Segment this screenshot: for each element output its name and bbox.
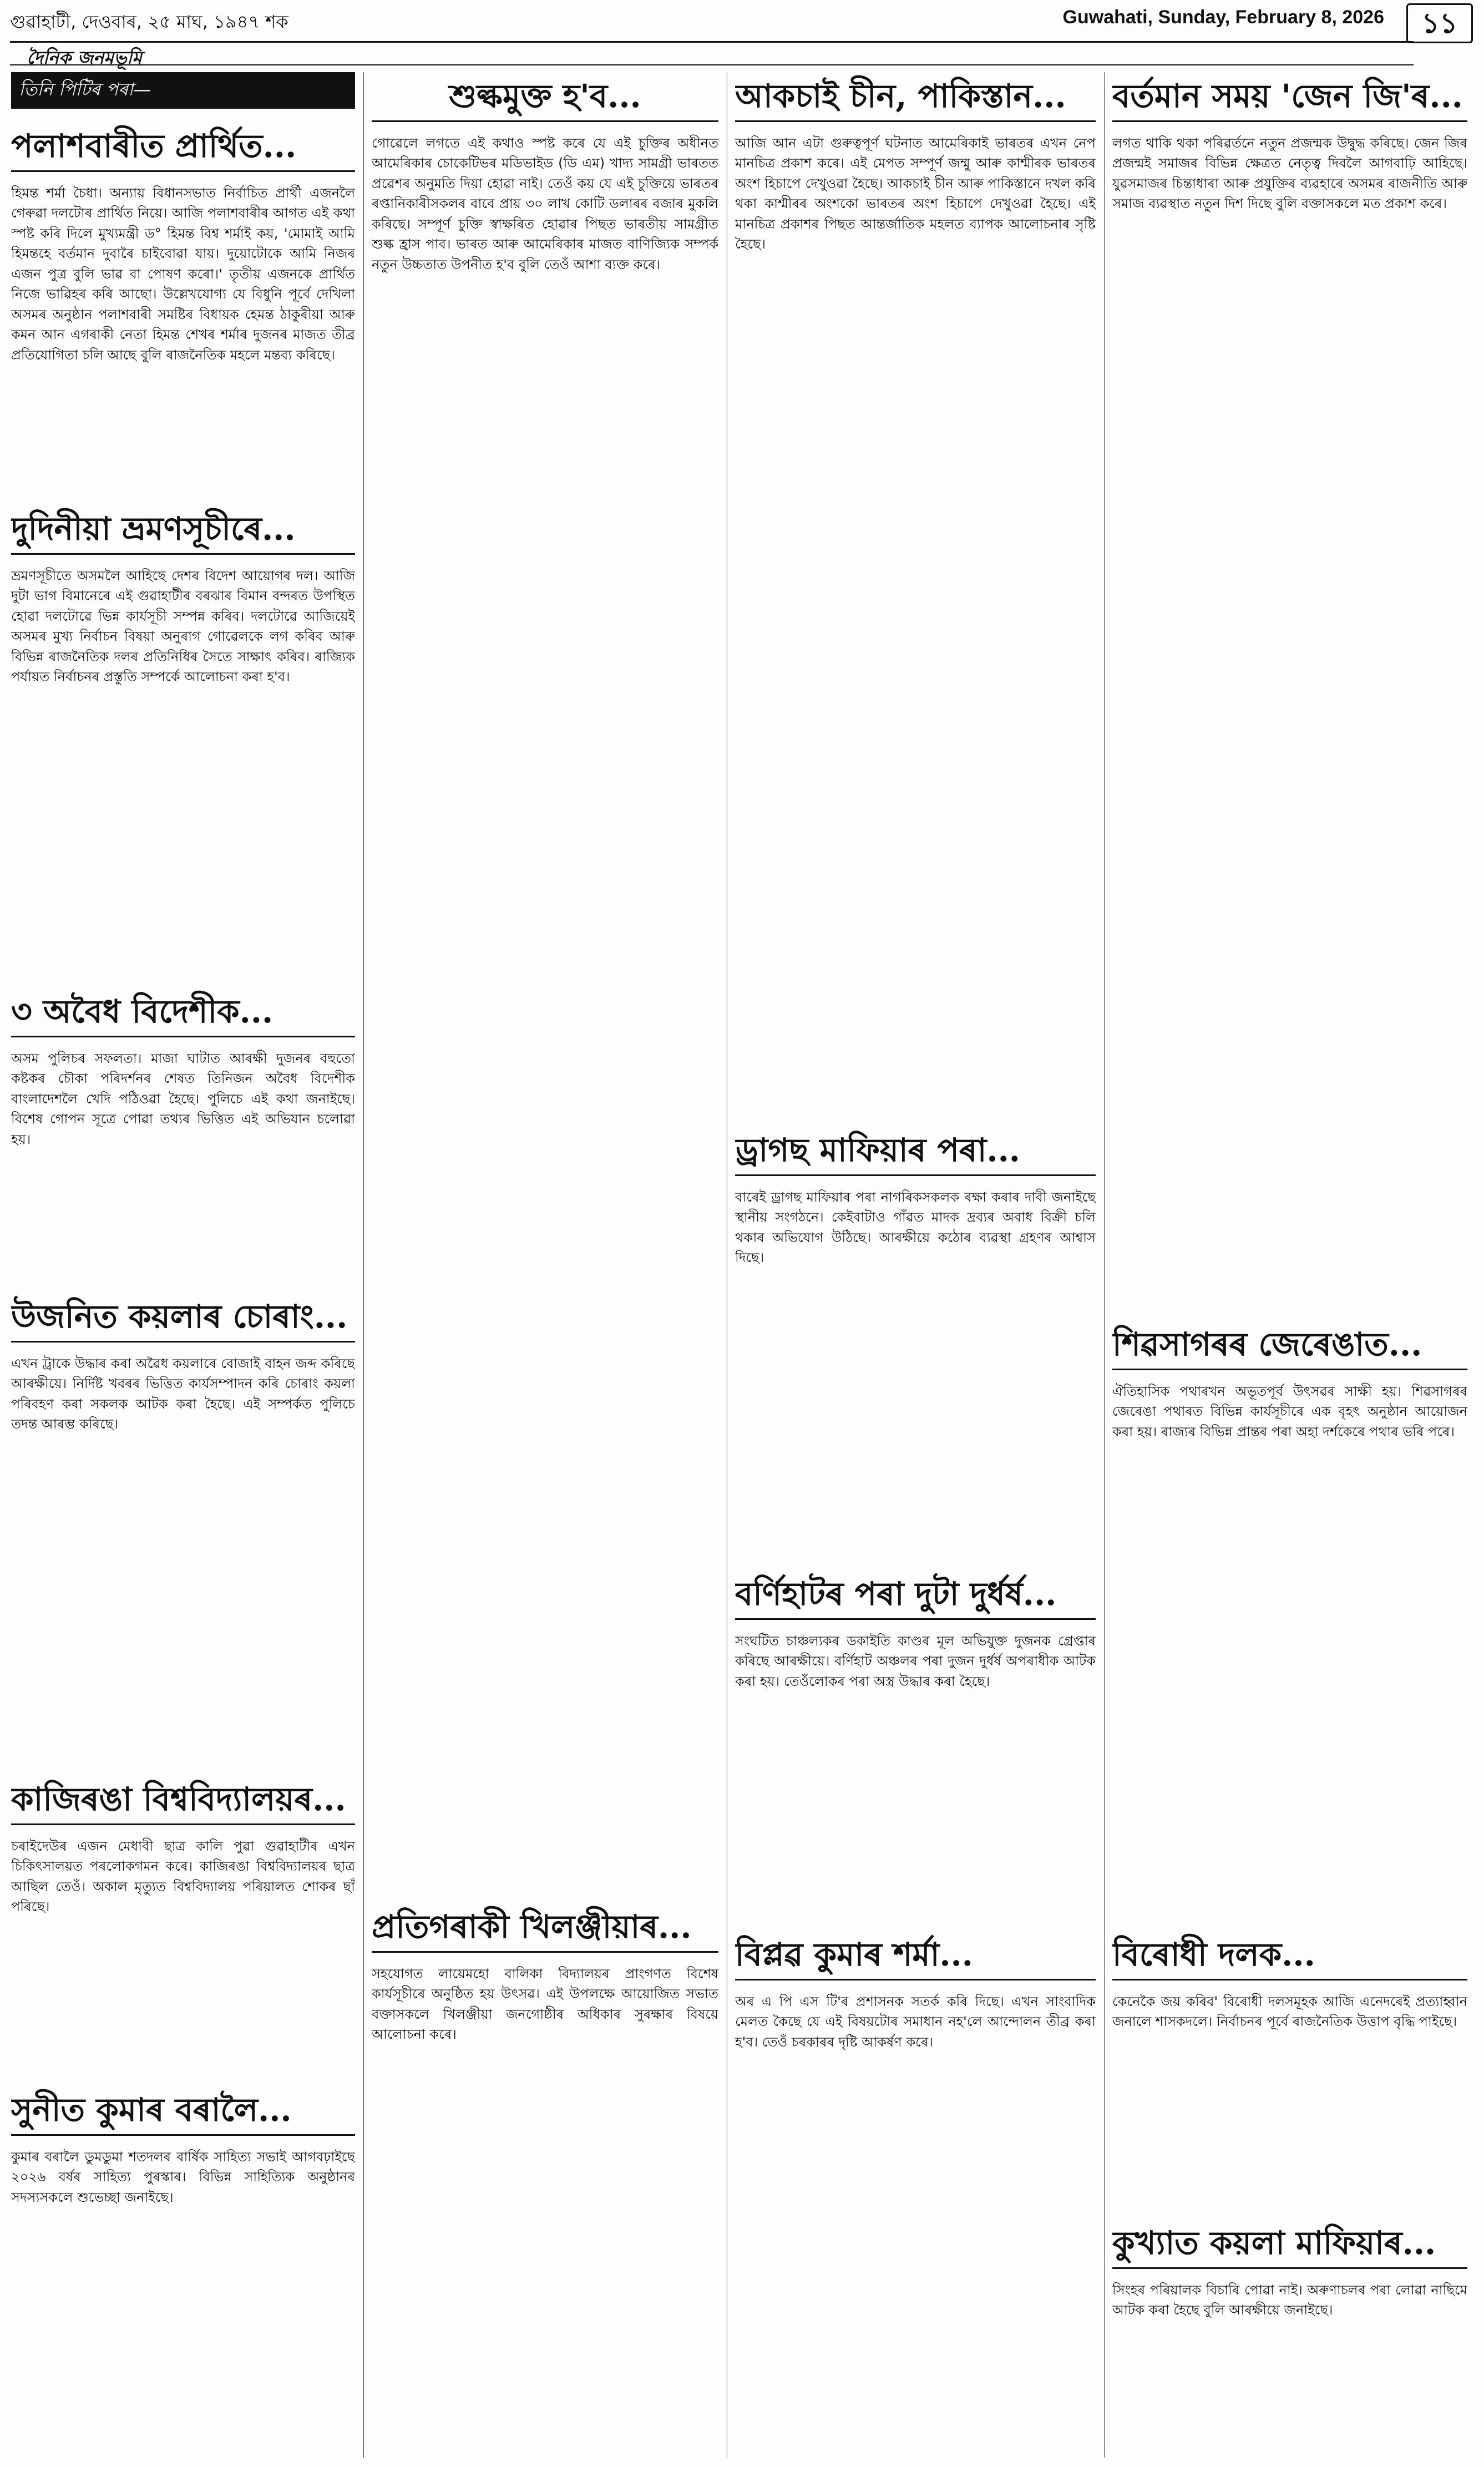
- headline: বিপ্লৱ কুমাৰ শৰ্মা...: [735, 1936, 1096, 1980]
- column-divider: [1104, 72, 1105, 2458]
- story-biplab-kumar-sharma: [735, 1931, 1096, 2458]
- column-2: [372, 72, 718, 2458]
- headline: শিৱসাগৰৰ জেৰেঙাত...: [1112, 1326, 1467, 1370]
- story-indigenous: [372, 1903, 718, 2458]
- headline: কাজিৰঙা বিশ্ববিদ্যালয়ৰ...: [11, 1781, 355, 1825]
- paper-name: দৈনিক জনমভূমি: [27, 47, 142, 68]
- story-body: এখন ট্ৰাকে উদ্ধাৰ কৰা অৱৈধ কয়লাৰে বোজাই বাহন জব্দ কৰিছে আৰক্ষীয়ে। নিৰ্দিষ্ট খবৰৰ ভিত্তিত কাৰ্যসম্পাদন কৰি চোৰাং কয়লা পৰিবহণ কৰা সকলক আটক কৰা হৈছে। এই সম্পৰ্কত পুলিচে তদন্ত আৰম্ভ কৰিছে।: [11, 1355, 355, 1432]
- dateline-english: Guwahati, Sunday, February 8, 2026: [1062, 7, 1384, 28]
- headline: কুখ্যাত কয়লা মাফিয়াৰ...: [1112, 2225, 1467, 2269]
- page-header: [0, 0, 1484, 67]
- story-body: চৰাইদেউৰ এজন মেধাবী ছাত্ৰ কালি পুৱা গুৱাহাটীৰ এখন চিকিৎসালয়ত পৰলোকগমন কৰে। কাজিৰঙা বিশ্ববিদ্যালয়ৰ ছাত্ৰ আছিল তেওঁ। অকাল মৃত্যুত বিশ্ববিদ্যালয় পৰিয়ালত শোকৰ ছাঁ পৰিছে।: [11, 1838, 355, 1915]
- story-body: সংঘটিত চাঞ্চল্যকৰ ডকাইতি কাণ্ডৰ মূল অভিযুক্ত দুজনক গ্ৰেপ্তাৰ কৰিছে আৰক্ষীয়ে। বৰ্ণিহাট অঞ্চলৰ পৰা দুজন দুৰ্ধৰ্ষ অপৰাধীক আটক কৰা হয়। তেওঁলোকৰ পৰা অস্ত্ৰ উদ্ধাৰ কৰা হৈছে।: [735, 1633, 1096, 1689]
- story-coal-mafia: [1112, 2219, 1467, 2458]
- story-kaziranga-university: [11, 1775, 355, 2086]
- story-body: সহযোগত লায়েমহো বালিকা বিদ্যালয়ৰ প্ৰাংগণত বিশেষ কাৰ্যসূচীৰে অনুষ্ঠিত হয় উৎসৱ। এই উপলক্ষে আয়োজিত সভাত বক্তাসকলে খিলঞ্জীয়া জনগোষ্ঠীৰ অধিকাৰ সুৰক্ষাৰ বিষয়ে আলোচনা কৰে।: [372, 1966, 718, 2043]
- story-opposition: [1112, 1931, 1467, 2219]
- story-aksai-chin: [735, 72, 1096, 1126]
- column-1: [11, 72, 355, 2458]
- headline: বৰ্ণিহাটৰ পৰা দুটা দুৰ্ধৰ্ষ...: [735, 1576, 1096, 1620]
- dateline-assamese: গুৱাহাটী, দেওবাৰ, ২৫ মাঘ, ১৯৪৭ শক: [10, 11, 288, 32]
- story-duty-free: [372, 72, 718, 1903]
- story-illegal-foreigners: [11, 987, 355, 1293]
- story-body: কুমাৰ বৰালৈ ডুমডুমা শতদলৰ বাৰ্ষিক সাহিত্য সভাই আগবঢ়াইছে ২০২৬ বৰ্ষৰ সাহিত্য পুৰস্কাৰ। বিভিন্ন সাহিত্যিক অনুষ্ঠানৰ সদস্যসকলে শুভেচ্ছা জনাইছে।: [11, 2149, 355, 2205]
- masthead-bar: [10, 41, 1414, 68]
- story-gen-z: [1112, 72, 1467, 1320]
- story-body: আজি আন এটা গুৰুত্বপূৰ্ণ ঘটনাত আমেৰিকাই ভাৰতৰ এখন নেপ মানচিত্ৰ প্ৰকাশ কৰে। এই মেপত সম্পূৰ্ণ জম্মু আৰু কাশ্মীৰক ভাৰতৰ অংশ হিচাপে দেখুওৱা হৈছে। আকচাই চীন আৰু পাকিস্তানে দখল কৰি থকা কাশ্মীৰৰ অংশকো ভাৰতৰ অংশ হিচাপে দেখুওৱা হৈছে। এই মানচিত্ৰ প্ৰকাশৰ পিছত আন্তৰ্জাতিক মহলত ব্যাপক আলোচনাৰ সৃষ্টি হৈছে।: [735, 135, 1096, 252]
- headline: আকচাই চীন, পাকিস্তান...: [735, 78, 1096, 122]
- headline: ড্ৰাগছ মাফিয়াৰ পৰা...: [735, 1132, 1096, 1176]
- headline: ৩ অবৈধ বিদেশীক...: [11, 993, 355, 1037]
- headline: বৰ্তমান সময় 'জেন জি'ৰ...: [1112, 78, 1467, 122]
- story-coal-smuggling: [11, 1293, 355, 1775]
- story-body: কেনেকৈ জয় কৰিব' বিৰোধী দলসমূহক আজি এনেদৰেই প্ৰত্যাহ্বান জনালে শাসকদলে। নিৰ্বাচনৰ পূৰ্বে ৰাজনৈতিক উত্তাপ বৃদ্ধি পাইছে।: [1112, 1993, 1467, 2030]
- story-body: গোৱেলে লগতে এই কথাও স্পষ্ট কৰে যে এই চুক্তিৰ অধীনত আমেৰিকাৰ চোকেটিভৰ মডিভাইড (ডি এম) খাদ্য সামগ্ৰী ভাৰতত প্ৰৱেশৰ অনুমতি দিয়া হোৱা নাই। তেওঁ কয় যে এই চুক্তিয়ে ভাৰতৰ ৰপ্তানিকাৰীসকলৰ বাবে প্ৰায় ৩০ লাখ কোটি ডলাৰৰ বজাৰ মুকলি কৰিছে। সম্পূৰ্ণ চুক্তি স্বাক্ষৰিত হোৱাৰ পিছত ভাৰতীয় সামগ্ৰীত শুল্ক হ্ৰাস পাব। ভাৰত আৰু আমেৰিকাৰ মাজত বাণিজ্যিক সম্পৰ্ক নতুন উচ্চতাত উপনীত হ'ব বুলি তেওঁ আশা ব্যক্ত কৰে।: [372, 135, 718, 272]
- headline: প্ৰতিগৰাকী খিলঞ্জীয়াৰ...: [372, 1908, 718, 1953]
- headline: দুদিনীয়া ভ্ৰমণসূচীৰে...: [11, 510, 355, 555]
- story-body: বাৰেই ড্ৰাগছ মাফিয়াৰ পৰা নাগৰিকসকলক ৰক্ষা কৰাৰ দাবী জনাইছে স্থানীয় সংগঠনে। কেইবাটাও গাঁৱত মাদক দ্ৰব্যৰ অবাধ বিক্ৰী চলি থকাৰ অভিযোগ উঠিছে। আৰক্ষীয়ে কঠোৰ ব্যৱস্থা গ্ৰহণৰ আশ্বাস দিছে।: [735, 1189, 1096, 1266]
- story-body: অসম পুলিচৰ সফলতা। মাজা ঘাটাত আৰক্ষী দুজনৰ বহুতো কষ্টকৰ চৌকা পৰিদৰ্শনৰ শেষত তিনিজন অবৈধ বিদেশীক বাংলাদেশলৈ খেদি পঠিওৱা হৈছে। পুলিচে এই কথা জনাইছে। বিশেষ গোপন সূত্ৰে পোৱা তথ্যৰ ভিত্তিত এই অভিযান চলোৱা হয়।: [11, 1050, 355, 1147]
- headline: উজনিত কয়লাৰ চোৰাং...: [11, 1298, 355, 1343]
- headline: বিৰোধী দলক...: [1112, 1936, 1467, 1980]
- story-body: ভ্ৰমণসূচীতে অসমলৈ আহিছে দেশৰ বিদেশ আয়োগৰ দল। আজি দুটা ভাগ বিমানেৰে এই গুৱাহাটীৰ বৰঝাৰ বিমান বন্দৰত উপস্থিত হোৱা দলটোৱে ভিন্ন কাৰ্যসূচী সম্পন্ন কৰিব। দলটোৱে আজিয়েই অসমৰ মুখ্য নিৰ্বাচন বিষয়া অনুৰাগ গোৱেলকে লগ কৰিব আৰু বিভিন্ন ৰাজনৈতিক দলৰ প্ৰতিনিধিৰ সৈতে সাক্ষাৎ কৰিব। ৰাজ্যিক পৰ্যায়ত নিৰ্বাচনৰ প্ৰস্তুতি সম্পৰ্কে আলোচনা কৰা হ'ব।: [11, 568, 355, 685]
- column-3: [735, 72, 1096, 2458]
- story-sunit-kumar-bora: [11, 2086, 355, 2458]
- story-election-commission: [11, 505, 355, 987]
- story-body: হিমন্ত শৰ্মা চৈধা। অন্যায় বিধানসভাত নিৰ্বাচিত প্ৰাৰ্থী এজনলৈ গেৰুৱা দলটোৰ প্ৰাৰ্থিত নিয়ে। আজি পলাশবাৰীৰ আগত এই কথা স্পষ্ট কৰি দিলে মুখ্যমন্ত্ৰী ড° হিমন্ত বিশ্ব শৰ্মাই কয়, 'মোমাই আমি হিমন্তহে বৰ্তমান দুবাৰৈ চাইবোৱা যায়। দুয়োটোকে আমি নিজৰ এজন পুত্ৰ বুলি ভাৱ বা পোষণ কৰো।' তৃতীয় এজনকে প্ৰাৰ্থিত নিজে ভাৱিহৰ কৰি আছো। উল্লেখযোগ্য যে বিধুনি পূৰ্বে দেখিলা অসমৰ অনুষ্ঠান পলাশবাৰী সমষ্টিৰ বিধায়ক হেমন্ত ঠাকুৰীয়া আৰু কমন আন এগৰাকী নেতা হিমন্ত শেখৰ শৰ্মাৰ দুজনৰ মাজত তীব্ৰ প্ৰতিযোগিতা চলি আছে বুলি ৰাজনৈতিক মহলে মন্তব্য কৰিছে।: [11, 185, 355, 363]
- headline: শুল্কমুক্ত হ'ব...: [372, 78, 718, 122]
- headline: পলাশবাৰীত প্ৰাৰ্থিত...: [11, 128, 355, 172]
- story-sivasagar-jerenga: [1112, 1320, 1467, 1931]
- story-body: অৰ এ পি এস টি'ৰ প্ৰশাসনক সতৰ্ক কৰি দিছে। এখন সাংবাদিক মেলত কৈছে যে এই বিষয়টোৰ সমাধান নহ'লে আন্দোলন তীব্ৰ কৰা হ'ব। তেওঁ চৰকাৰৰ দৃষ্টি আকৰ্ষণ কৰে।: [735, 1993, 1096, 2050]
- page-number: ১১: [1406, 3, 1473, 43]
- story-body: লগত থাকি থকা পৰিৱৰ্তনে নতুন প্ৰজন্মক উদ্বুদ্ধ কৰিছে। জেন জিৰ প্ৰজন্মই সমাজৰ বিভিন্ন ক্ষেত্ৰত নেতৃত্ব দিবলৈ আগবাঢ়ি আহিছে। যুৱসমাজৰ চিন্তাধাৰা আৰু প্ৰযুক্তিৰ ব্যৱহাৰে অসমৰ ৰাজনীতি আৰু সমাজ ব্যৱস্থাত নতুন দিশ দিছে বুলি বক্তাসকলে মত প্ৰকাশ কৰে।: [1112, 135, 1467, 212]
- story-body: ঐতিহাসিক পথাৰখন অভূতপূৰ্ব উৎসৱৰ সাক্ষী হয়। শিৱসাগৰৰ জেৰেঙা পথাৰত বিভিন্ন কাৰ্যসূচীৰে এক বৃহৎ অনুষ্ঠান আয়োজন কৰা হয়। ৰাজ্যৰ বিভিন্ন প্ৰান্তৰ পৰা অহা দৰ্শকেৰে পথাৰ ভৰি পৰে।: [1112, 1383, 1467, 1440]
- story-body: সিংহৰ পৰিয়ালক বিচাৰি পোৱা নাই। অৰুণাচলৰ পৰা লোৱা নাছিমে আটক কৰা হৈছে বুলি আৰক্ষীয়ে জনাইছে।: [1112, 2282, 1467, 2318]
- story-palashbari: [11, 122, 355, 505]
- column-divider: [363, 72, 364, 2458]
- headline: সুনীত কুমাৰ বৰালৈ...: [11, 2091, 355, 2136]
- continued-kicker: তিনি পিটিৰ পৰা—: [11, 72, 355, 109]
- story-drugs-mafia: [735, 1126, 1096, 1570]
- story-barnihat-criminals: [735, 1570, 1096, 1931]
- column-4: [1112, 72, 1467, 2458]
